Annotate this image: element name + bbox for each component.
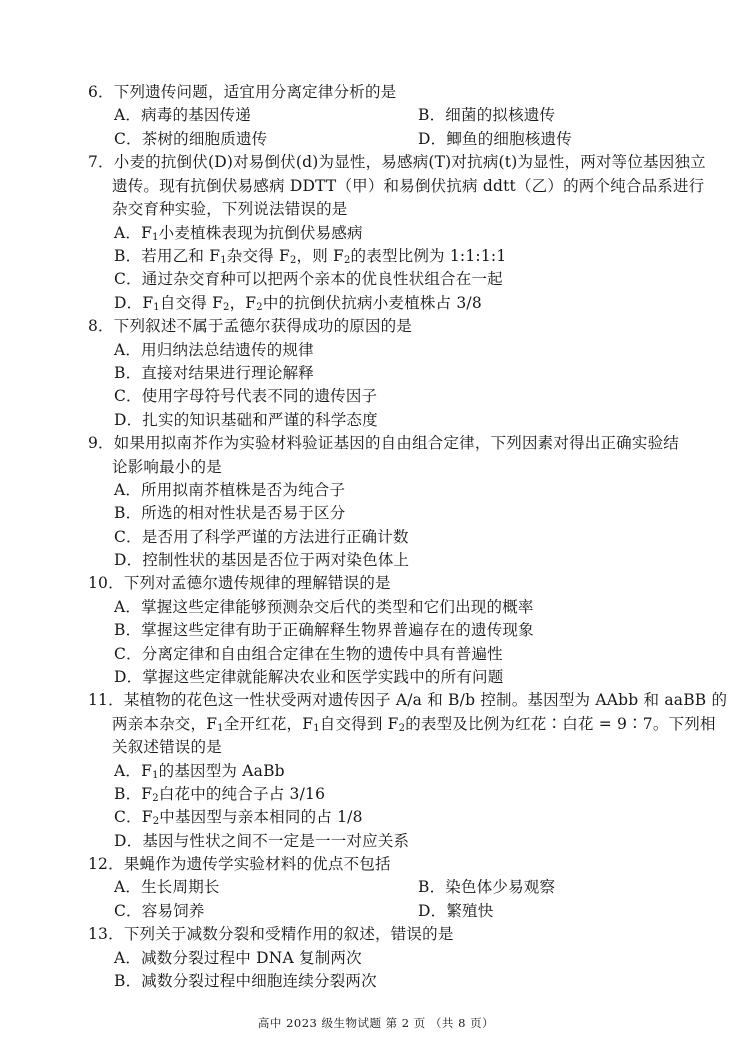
question-12-option-c: C．容易饲养 [114,902,205,920]
question-7-option-d: D．$F_1$自交得 $F_2$，$F_2$中的抗倒伏抗病小麦植株占 3/8 [114,294,482,313]
question-9-stem-line-2: 论影响最小的是 [112,458,222,476]
question-9-stem-line-1: 9．如果用拟南芥作为实验材料验证基因的自由组合定律，下列因素对得出正确实验结 [88,434,679,452]
question-9-option-b: B．所选的相对性状是否易于区分 [114,504,346,522]
question-7-stem-line-2: 遗传。现有抗倒伏易感病 DDTT（甲）和易倒伏抗病 ddtt（乙）的两个纯合品系进行 [112,177,705,195]
question-6-option-d: D．鲫鱼的细胞核遗传 [418,130,572,148]
question-10-option-b: B．掌握这些定律有助于正确解释生物界普遍存在的遗传现象 [114,621,534,639]
question-7-option-a: A．$F_1$小麦植株表现为抗倒伏易感病 [114,224,363,243]
question-11-option-c: C．$F_2$中基因型与亲本相同的占 1/8 [114,808,363,827]
question-9-option-c: C．是否用了科学严谨的方法进行正确计数 [114,528,409,546]
question-10-option-c: C．分离定律和自由组合定律在生物的遗传中具有普遍性 [114,645,503,663]
question-6-stem: 6．下列遗传问题，适宜用分离定律分析的是 [88,83,397,101]
question-6-option-a: A．病毒的基因传递 [114,106,251,124]
question-9-option-d: D．控制性状的基因是否位于两对染色体上 [114,551,410,569]
question-9-option-a: A．所用拟南芥植株是否为纯合子 [114,481,346,499]
question-12-stem: 12．果蝇作为遗传学实验材料的优点不包括 [88,855,391,873]
question-7-option-c: C．通过杂交育种可以把两个亲本的优良性状组合在一起 [114,270,503,288]
question-8-option-d: D．扎实的知识基础和严谨的科学态度 [114,411,378,429]
question-10-stem: 10．下列对孟德尔遗传规律的理解错误的是 [88,574,391,592]
question-10-option-a: A．掌握这些定律能够预测杂交后代的类型和它们出现的概率 [114,598,534,616]
question-7-option-b: B．若用乙和 $F_1$杂交得 $F_2$，则 $F_2$的表型比例为 1:1:1:1 [114,247,507,266]
question-8-option-a: A．用归纳法总结遗传的规律 [114,341,314,359]
question-10-option-d: D．掌握这些定律就能解决农业和医学实践中的所有问题 [114,668,504,686]
question-11-stem-line-3: 关叙述错误的是 [112,738,222,756]
question-11-option-b: B．$F_2$白花中的纯合子占 3/16 [114,785,326,804]
question-8-stem: 8．下列叙述不属于孟德尔获得成功的原因的是 [88,317,413,335]
question-11-stem-line-2: 两亲本杂交，$F_1$全开红花，$F_1$自交得到 $F_2$的表型及比例为红花∶白花 = 9∶7。下列相 [112,715,716,734]
question-7-stem-line-1: 7．小麦的抗倒伏(D)对易倒伏(d)为显性，易感病(T)对抗病(t)为显性，两对等位基因独立 [88,153,706,171]
question-12-option-a: A．生长周期长 [114,878,220,896]
question-13-option-a: A．减数分裂过程中 DNA 复制两次 [114,949,362,967]
question-6-option-c: C．茶树的细胞质遗传 [114,130,268,148]
question-13-option-b: B．减数分裂过程中细胞连续分裂两次 [114,972,377,990]
page-footer: 高中 2023 级生物试题 第 2 页 （共 8 页） [257,1016,495,1030]
question-12-option-b: B．染色体少易观察 [418,878,556,896]
question-8-option-b: B．直接对结果进行理论解释 [114,364,314,382]
question-13-stem: 13．下列关于减数分裂和受精作用的叙述，错误的是 [88,925,454,943]
question-6-option-b: B．细菌的拟核遗传 [418,106,556,124]
question-11-option-a: A．$F_1$的基因型为 AaBb [114,762,285,781]
question-7-stem-line-3: 杂交育种实验，下列说法错误的是 [112,200,348,218]
question-8-option-c: C．使用字母符号代表不同的遗传因子 [114,387,378,405]
question-12-option-d: D．繁殖快 [418,902,494,920]
question-11-stem-line-1: 11．某植物的花色这一性状受两对遗传因子 A/a 和 B/b 控制。基因型为 AAbb 和 aaBB 的 [88,691,728,709]
question-11-option-d: D．基因与性状之间不一定是一一对应关系 [114,832,410,850]
